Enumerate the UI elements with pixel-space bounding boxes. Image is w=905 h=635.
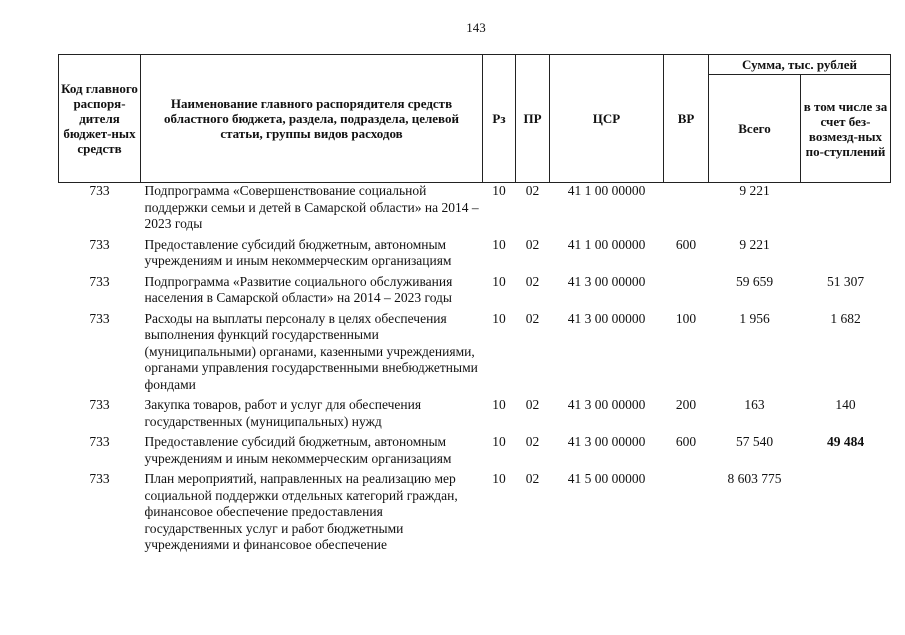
cell-pr: 02: [525, 310, 540, 326]
cell-csr: 41 3 00 00000: [567, 397, 646, 412]
cell-csr: 41 3 00 00000: [567, 310, 646, 326]
cell-total: 59 659: [735, 273, 774, 289]
cell-vr: 600: [675, 434, 697, 449]
cell-code: 733: [89, 434, 110, 449]
cell-csr: 41 3 00 00000: [567, 273, 646, 289]
cell-pr: 02: [525, 236, 540, 252]
cell-code: 733: [89, 397, 110, 412]
cell-pr: 02: [525, 397, 540, 412]
header-sum: Сумма, тыс. рублей: [709, 55, 891, 75]
cell-incl: [801, 234, 891, 271]
cell-name: Подпрограмма «Совершенствование социальной поддержки семьи и детей в Самарской области» на 2014 – 2023 годы: [144, 183, 479, 231]
header-vr: ВР: [664, 55, 709, 183]
page-number: 143: [466, 20, 486, 35]
table-row: [59, 394, 891, 431]
cell-rz: 10: [492, 236, 506, 252]
cell-name: План мероприятий, направленных на реализацию мер социальной поддержки отдельных категорий граждан, финансовое обеспечение предоставления государственных услуг и работ бюджетными учреждениями и финансовое обеспечение: [144, 471, 458, 552]
cell-pr: 02: [525, 471, 540, 486]
cell-name: Предоставление субсидий бюджетным, автономным учреждениям и иным некоммерческим организациям: [144, 434, 452, 466]
cell-csr: 41 5 00 00000: [567, 471, 646, 486]
cell-code: 733: [89, 310, 110, 326]
cell-code: 733: [89, 471, 110, 486]
cell-vr: 600: [675, 236, 697, 252]
cell-code: 733: [89, 273, 110, 289]
table-header: [59, 55, 891, 183]
cell-csr: 41 1 00 00000: [567, 183, 646, 198]
cell-name: Подпрограмма «Развитие социального обслуживания населения в Самарской области» на 2014 – 2023 годы: [144, 273, 453, 305]
cell-total: 8 603 775: [727, 471, 782, 486]
cell-total: 57 540: [735, 434, 774, 449]
cell-csr: 41 3 00 00000: [567, 434, 646, 449]
cell-rz: 10: [492, 310, 506, 326]
header-total: Всего: [709, 75, 801, 183]
cell-pr: 02: [525, 434, 540, 449]
table-body: [59, 183, 891, 555]
cell-total: 9 221: [739, 236, 770, 252]
cell-total: 163: [744, 397, 765, 412]
cell-vr: 200: [675, 397, 697, 412]
cell-vr: [664, 271, 709, 308]
cell-incl: 1 682: [830, 310, 861, 326]
cell-vr: [664, 468, 709, 555]
header-csr: ЦСР: [550, 55, 664, 183]
header-code: Код главного распоря-дителя бюджет-ных средств: [59, 55, 141, 183]
table-row: [59, 234, 891, 271]
table-row: [59, 183, 891, 234]
header-incl: в том числе за счет без-возмезд-ных по-ступлений: [801, 75, 891, 183]
cell-rz: 10: [492, 273, 506, 289]
cell-vr: 100: [675, 310, 697, 326]
cell-name: Расходы на выплаты персоналу в целях обеспечения выполнения функций государственными (муниципальными) органами, казенными учреждениями, органами управления государственными внебюджетными фондами: [144, 310, 478, 392]
header-rz: Рз: [483, 55, 516, 183]
cell-total: 1 956: [739, 310, 770, 326]
cell-incl: 51 307: [826, 273, 865, 289]
table-row: [59, 308, 891, 395]
cell-rz: 10: [492, 434, 506, 449]
cell-rz: 10: [492, 397, 506, 412]
table-row: [59, 431, 891, 468]
cell-incl: [801, 183, 891, 234]
table-row: [59, 271, 891, 308]
cell-name: Закупка товаров, работ и услуг для обеспечения государственных (муниципальных) нужд: [144, 397, 422, 429]
cell-rz: 10: [492, 183, 506, 198]
cell-total: 9 221: [739, 183, 770, 198]
cell-pr: 02: [525, 183, 540, 198]
cell-incl: 140: [835, 397, 856, 412]
cell-pr: 02: [525, 273, 540, 289]
table-row: [59, 468, 891, 555]
header-pr: ПР: [516, 55, 550, 183]
budget-table: [58, 54, 891, 555]
cell-rz: 10: [492, 471, 506, 486]
cell-incl: [801, 468, 891, 555]
header-name: Наименование главного распорядителя средств областного бюджета, раздела, подраздела, целевой статьи, группы видов расходов: [141, 55, 483, 183]
cell-csr: 41 1 00 00000: [567, 236, 646, 252]
cell-name: Предоставление субсидий бюджетным, автономным учреждениям и иным некоммерческим организациям: [144, 236, 452, 268]
cell-vr: [664, 183, 709, 234]
cell-code: 733: [89, 236, 110, 252]
cell-code: 733: [89, 183, 110, 198]
cell-incl: 49 484: [826, 434, 865, 449]
